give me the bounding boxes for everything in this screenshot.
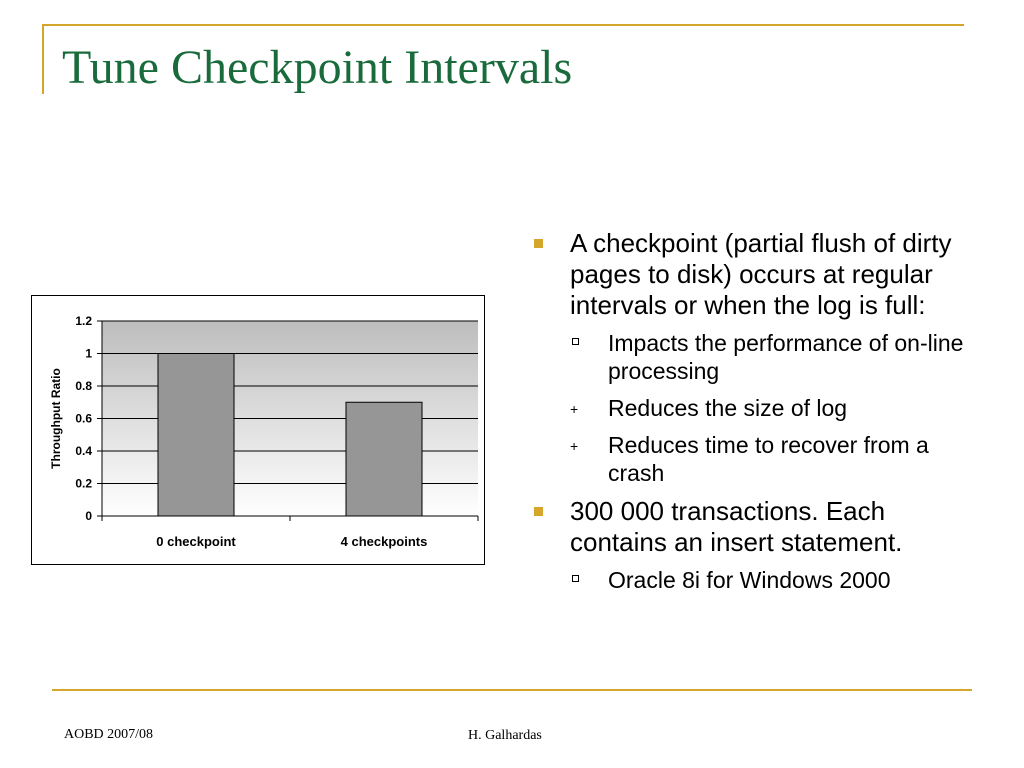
bullet-list (532, 228, 972, 603)
left-accent-line (42, 24, 44, 94)
y-tick-label: 0.4 (75, 444, 92, 458)
y-axis-label: Throughput Ratio (49, 368, 63, 469)
bar (346, 402, 422, 516)
sub-bullet-item (570, 329, 972, 385)
y-tick-label: 0 (85, 509, 92, 523)
plus-bullet-icon: + (570, 438, 579, 454)
plus-bullet-icon: + (570, 401, 579, 417)
checkbox-bullet-icon (572, 338, 579, 345)
footer-author: H. Galhardas (468, 728, 542, 743)
sub-bullet-text: Reduces time to recover from a crash (608, 432, 929, 486)
bar (158, 354, 234, 517)
y-tick-label: 1.2 (75, 314, 92, 328)
bullet-text: 300 000 transactions. Each contains an insert statement. (570, 496, 903, 557)
top-accent-line (42, 24, 964, 26)
y-tick-label: 0.2 (75, 476, 92, 491)
y-tick-label: 0.6 (75, 411, 92, 426)
sub-bullet-text: Impacts the performance of on-line processing (608, 330, 964, 384)
sub-bullet-item (570, 566, 972, 594)
footer-course: AOBD 2007/08 (64, 727, 154, 742)
square-bullet-icon (534, 507, 543, 516)
slide-title: Tune Checkpoint Intervals (62, 41, 573, 94)
square-bullet-icon (534, 239, 543, 248)
x-category-label: 4 checkpoints (340, 534, 428, 549)
bullet-text: A checkpoint (partial flush of dirty pages to disk) occurs at regular intervals or when the log is full: (570, 228, 952, 320)
sub-bullet-text: Reduces the size of log (608, 395, 848, 421)
sub-bullet-item (570, 394, 972, 422)
chart-canvas (32, 296, 484, 564)
bullet-item (532, 228, 972, 487)
sub-bullet-text: Oracle 8i for Windows 2000 (608, 567, 891, 593)
x-category-label: 0 checkpoint (156, 534, 236, 549)
bottom-accent-line (52, 689, 972, 691)
y-tick-label: 1 (85, 346, 92, 361)
y-tick-label: 0.8 (75, 379, 92, 393)
sub-bullet-item (570, 431, 972, 487)
sub-bullet-list (570, 566, 972, 594)
bullet-item (532, 496, 972, 594)
throughput-chart (31, 295, 485, 565)
checkbox-bullet-icon (572, 575, 579, 582)
sub-bullet-list (570, 329, 972, 487)
